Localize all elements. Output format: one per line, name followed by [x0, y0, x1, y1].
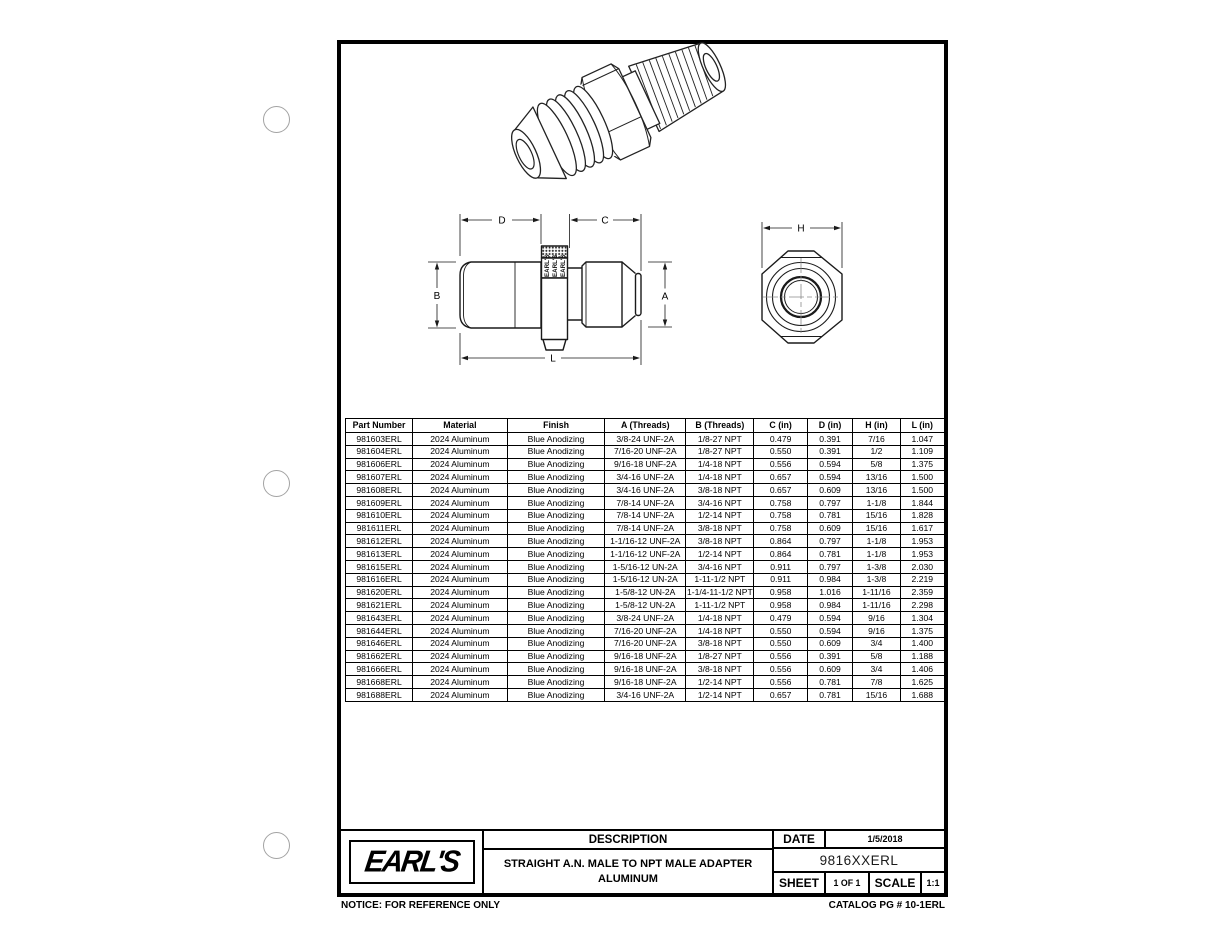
column-header: D (in) — [807, 419, 853, 433]
table-cell: 981611ERL — [346, 522, 413, 535]
table-cell: 3/4 — [853, 637, 900, 650]
table-cell: 9/16-18 UNF-2A — [605, 650, 686, 663]
table-cell: 5/8 — [853, 650, 900, 663]
hex-brand-text: EARL'S — [560, 254, 567, 277]
table-row — [346, 522, 945, 535]
table-cell: 1.188 — [900, 650, 944, 663]
table-cell: 2024 Aluminum — [413, 688, 508, 701]
table-cell: 0.556 — [754, 650, 807, 663]
table-cell: 2024 Aluminum — [413, 548, 508, 561]
table-cell: 2024 Aluminum — [413, 586, 508, 599]
column-header: H (in) — [853, 419, 900, 433]
table-cell: 0.758 — [754, 496, 807, 509]
table-cell: 981612ERL — [346, 535, 413, 548]
table-cell: 13/16 — [853, 471, 900, 484]
table-row — [346, 548, 945, 561]
table-cell: Blue Anodizing — [507, 522, 605, 535]
table-cell: 0.556 — [754, 676, 807, 689]
title-block — [341, 829, 944, 893]
table-cell: 7/16-20 UNF-2A — [605, 637, 686, 650]
table-cell: Blue Anodizing — [507, 637, 605, 650]
hole-punch-top — [263, 106, 290, 133]
table-row — [346, 509, 945, 522]
table-row — [346, 599, 945, 612]
table-cell: 0.594 — [807, 458, 853, 471]
table-cell: 2024 Aluminum — [413, 535, 508, 548]
spec-table-wrap — [345, 418, 945, 702]
column-header: Finish — [507, 419, 605, 433]
table-cell: 0.550 — [754, 445, 807, 458]
table-cell: 0.984 — [807, 573, 853, 586]
table-cell: 2024 Aluminum — [413, 573, 508, 586]
table-cell: 1-1/8 — [853, 535, 900, 548]
table-cell: Blue Anodizing — [507, 560, 605, 573]
table-cell: 2024 Aluminum — [413, 663, 508, 676]
description-header: DESCRIPTION — [484, 831, 772, 850]
column-header: Part Number — [346, 419, 413, 433]
table-cell: Blue Anodizing — [507, 535, 605, 548]
table-cell: 15/16 — [853, 522, 900, 535]
dim-label-d: D — [498, 215, 506, 227]
table-cell: Blue Anodizing — [507, 548, 605, 561]
hex-brand-text-group — [544, 255, 567, 277]
table-cell: 2024 Aluminum — [413, 650, 508, 663]
table-cell: 1-1/4-11-1/2 NPT — [686, 587, 753, 598]
table-cell: 0.758 — [754, 509, 807, 522]
table-row — [346, 496, 945, 509]
table-cell: 981616ERL — [346, 573, 413, 586]
table-cell: Blue Anodizing — [507, 624, 605, 637]
table-cell: 1.844 — [900, 496, 944, 509]
table-row — [346, 676, 945, 689]
table-cell: Blue Anodizing — [507, 599, 605, 612]
flare-nose — [636, 274, 642, 316]
an-body-outline — [582, 262, 622, 327]
table-cell: 15/16 — [853, 688, 900, 701]
table-cell: 2024 Aluminum — [413, 509, 508, 522]
table-cell: 1/2-14 NPT — [686, 688, 754, 701]
table-cell: 1.047 — [900, 433, 944, 446]
table-cell: 0.657 — [754, 484, 807, 497]
table-cell: 7/8-14 UNF-2A — [605, 496, 686, 509]
table-cell: 1.406 — [900, 663, 944, 676]
table-cell: 0.911 — [754, 560, 807, 573]
table-cell: 0.781 — [807, 676, 853, 689]
catalog-reference: CATALOG PG # 10-1ERL — [828, 900, 945, 911]
table-cell: Blue Anodizing — [507, 496, 605, 509]
table-cell: 1-5/8-12 UN-2A — [605, 586, 686, 599]
table-cell: 0.797 — [807, 535, 853, 548]
table-row — [346, 484, 945, 497]
table-cell: 3/8-18 NPT — [686, 663, 754, 676]
table-cell: 1-11/16 — [853, 599, 900, 612]
table-cell: 1/4-18 NPT — [686, 624, 754, 637]
table-cell: Blue Anodizing — [507, 445, 605, 458]
table-cell: 3/4-16 UNF-2A — [605, 471, 686, 484]
table-cell: Blue Anodizing — [507, 663, 605, 676]
table-cell: 0.781 — [807, 509, 853, 522]
dim-label-l: L — [550, 353, 556, 365]
table-cell: 3/8-24 UNF-2A — [605, 612, 686, 625]
table-cell: 7/8 — [853, 676, 900, 689]
table-cell: 1.400 — [900, 637, 944, 650]
table-cell: 2024 Aluminum — [413, 599, 508, 612]
table-cell: 0.911 — [754, 573, 807, 586]
table-cell: 2.359 — [900, 586, 944, 599]
table-cell: 9/16 — [853, 624, 900, 637]
table-row — [346, 445, 945, 458]
table-cell: 0.594 — [807, 624, 853, 637]
table-cell: 1-1/8 — [853, 548, 900, 561]
table-cell: 981610ERL — [346, 509, 413, 522]
table-cell: 1.617 — [900, 522, 944, 535]
table-cell: 1.304 — [900, 612, 944, 625]
table-row — [346, 586, 945, 599]
table-cell: 1.500 — [900, 484, 944, 497]
hex-bottom-facet — [543, 340, 566, 351]
table-cell: 981606ERL — [346, 458, 413, 471]
description-line2: ALUMINUM — [598, 873, 658, 885]
table-cell: 0.797 — [807, 560, 853, 573]
table-cell: Blue Anodizing — [507, 688, 605, 701]
table-row — [346, 624, 945, 637]
table-cell: 1/4-18 NPT — [686, 471, 754, 484]
table-cell: 1/8-27 NPT — [686, 445, 754, 458]
table-cell: 1-1/16-12 UNF-2A — [605, 548, 686, 561]
table-row — [346, 471, 945, 484]
table-cell: 1/8-27 NPT — [686, 433, 754, 446]
table-cell: 1.953 — [900, 535, 944, 548]
table-cell: Blue Anodizing — [507, 433, 605, 446]
table-cell: 981609ERL — [346, 496, 413, 509]
table-cell: Blue Anodizing — [507, 471, 605, 484]
table-cell: 1.375 — [900, 624, 944, 637]
table-cell: 0.958 — [754, 586, 807, 599]
description-body — [484, 850, 772, 893]
table-cell: 0.391 — [807, 650, 853, 663]
table-row — [346, 458, 945, 471]
table-cell: 3/4 — [853, 663, 900, 676]
sheet-scale-row — [774, 873, 944, 893]
table-cell: 0.781 — [807, 688, 853, 701]
table-cell: 1-3/8 — [853, 573, 900, 586]
table-cell: 1-1/8 — [853, 496, 900, 509]
table-cell: 2.298 — [900, 599, 944, 612]
table-cell: 981646ERL — [346, 637, 413, 650]
table-cell: 981613ERL — [346, 548, 413, 561]
table-row — [346, 560, 945, 573]
table-row — [346, 573, 945, 586]
table-cell: 9/16-18 UNF-2A — [605, 458, 686, 471]
isometric-view — [495, 42, 780, 212]
table-cell: 0.609 — [807, 663, 853, 676]
centerlines — [763, 258, 839, 336]
table-cell: 1-11-1/2 NPT — [686, 599, 754, 612]
table-cell: 0.609 — [807, 522, 853, 535]
npt-body-round-edge — [464, 262, 472, 328]
dim-label-h: H — [797, 223, 805, 235]
table-cell: 7/16 — [853, 433, 900, 446]
table-cell: 3/4-16 NPT — [686, 560, 754, 573]
table-cell: Blue Anodizing — [507, 650, 605, 663]
table-cell: 981608ERL — [346, 484, 413, 497]
spec-table-body — [346, 433, 945, 702]
table-cell: 981621ERL — [346, 599, 413, 612]
npt-body-outline — [460, 262, 541, 328]
table-cell: 981666ERL — [346, 663, 413, 676]
table-cell: 3/8-18 NPT — [686, 535, 754, 548]
table-cell: 2024 Aluminum — [413, 433, 508, 446]
table-cell: 981688ERL — [346, 688, 413, 701]
hex-body — [542, 278, 568, 340]
earls-logo: EARL'S — [362, 844, 461, 879]
table-cell: 2024 Aluminum — [413, 612, 508, 625]
table-cell: 7/16-20 UNF-2A — [605, 624, 686, 637]
scale-label: SCALE — [870, 873, 922, 893]
hex-brand-text: EARL'S — [552, 254, 559, 277]
table-cell: 0.609 — [807, 637, 853, 650]
column-header: B (Threads) — [686, 419, 754, 433]
table-cell: 0.594 — [807, 471, 853, 484]
table-cell: 1-11/16 — [853, 586, 900, 599]
table-cell: 0.556 — [754, 458, 807, 471]
table-cell: 1-5/16-12 UN-2A — [605, 573, 686, 586]
table-cell: 0.984 — [807, 599, 853, 612]
table-cell: 0.758 — [754, 522, 807, 535]
table-cell: 3/4-16 UNF-2A — [605, 484, 686, 497]
table-cell: 1/2-14 NPT — [686, 676, 754, 689]
end-view — [733, 208, 887, 360]
table-cell: 1-5/16-12 UN-2A — [605, 560, 686, 573]
description-cell — [484, 831, 774, 893]
sheet-label: SHEET — [774, 873, 826, 893]
table-cell: 0.958 — [754, 599, 807, 612]
table-cell: 3/8-24 UNF-2A — [605, 433, 686, 446]
date-value: 1/5/2018 — [867, 834, 903, 844]
table-cell: 2.030 — [900, 560, 944, 573]
date-row — [774, 831, 944, 849]
logo-cell — [341, 831, 484, 893]
table-cell: 15/16 — [853, 509, 900, 522]
dim-label-a: A — [661, 291, 669, 303]
table-cell: 3/8-18 NPT — [686, 484, 754, 497]
table-cell: 981662ERL — [346, 650, 413, 663]
table-cell: Blue Anodizing — [507, 484, 605, 497]
table-cell: 1-5/8-12 UN-2A — [605, 599, 686, 612]
hole-punch-bottom — [263, 832, 290, 859]
table-cell: 0.594 — [807, 612, 853, 625]
date-label: DATE — [774, 831, 826, 847]
table-cell: 0.479 — [754, 612, 807, 625]
table-cell: 3/8-18 NPT — [686, 637, 754, 650]
flare-cone-lines — [622, 262, 636, 327]
table-cell: 981644ERL — [346, 624, 413, 637]
table-cell: 0.657 — [754, 688, 807, 701]
table-cell: 1.109 — [900, 445, 944, 458]
table-cell: 3/4-16 UNF-2A — [605, 688, 686, 701]
table-cell: 0.550 — [754, 637, 807, 650]
table-cell: 981620ERL — [346, 586, 413, 599]
table-cell: 7/16-20 UNF-2A — [605, 445, 686, 458]
hole-punch-middle — [263, 470, 290, 497]
table-row — [346, 535, 945, 548]
table-cell: 0.391 — [807, 445, 853, 458]
table-cell: Blue Anodizing — [507, 586, 605, 599]
table-cell: 1/2 — [853, 445, 900, 458]
column-header: L (in) — [900, 419, 944, 433]
table-cell: 981603ERL — [346, 433, 413, 446]
spec-table-head — [346, 419, 945, 433]
table-cell: 2024 Aluminum — [413, 471, 508, 484]
table-cell: 2024 Aluminum — [413, 522, 508, 535]
table-cell: 0.781 — [807, 548, 853, 561]
table-cell: Blue Anodizing — [507, 573, 605, 586]
table-cell: 0.391 — [807, 433, 853, 446]
table-cell: 7/8-14 UNF-2A — [605, 522, 686, 535]
table-cell: 2.219 — [900, 573, 944, 586]
table-cell: 0.609 — [807, 484, 853, 497]
table-cell: 0.864 — [754, 548, 807, 561]
hex-brand-text: EARL'S — [544, 254, 551, 277]
table-cell: 9/16-18 UNF-2A — [605, 676, 686, 689]
dim-label-c: C — [601, 215, 609, 227]
table-cell: 981643ERL — [346, 612, 413, 625]
table-row — [346, 688, 945, 701]
table-cell: Blue Anodizing — [507, 458, 605, 471]
table-cell: 0.556 — [754, 663, 807, 676]
description-line1: STRAIGHT A.N. MALE TO NPT MALE ADAPTER — [503, 858, 753, 870]
table-cell: 9/16-18 UNF-2A — [605, 663, 686, 676]
table-cell: Blue Anodizing — [507, 612, 605, 625]
table-row — [346, 650, 945, 663]
table-cell: 13/16 — [853, 484, 900, 497]
table-cell: 2024 Aluminum — [413, 458, 508, 471]
table-row — [346, 612, 945, 625]
table-cell: 1.016 — [807, 586, 853, 599]
title-block-right — [774, 831, 944, 893]
table-cell: 1/8-27 NPT — [686, 650, 754, 663]
column-header: A (Threads) — [605, 419, 686, 433]
table-cell: Blue Anodizing — [507, 509, 605, 522]
table-cell: 7/8-14 UNF-2A — [605, 509, 686, 522]
table-cell: 1-1/16-12 UNF-2A — [605, 535, 686, 548]
neck-outline — [568, 268, 583, 320]
notice-text: NOTICE: FOR REFERENCE ONLY — [341, 900, 501, 911]
table-cell: 0.864 — [754, 535, 807, 548]
logo-box — [349, 840, 475, 884]
table-cell: 2024 Aluminum — [413, 624, 508, 637]
table-cell: 2024 Aluminum — [413, 560, 508, 573]
spec-table — [345, 418, 945, 702]
table-cell: 1/2-14 NPT — [686, 548, 754, 561]
table-cell: 1.500 — [900, 471, 944, 484]
table-cell: 2024 Aluminum — [413, 676, 508, 689]
side-view — [420, 198, 710, 388]
table-cell: 1-11-1/2 NPT — [686, 573, 754, 586]
column-header: Material — [413, 419, 508, 433]
table-row — [346, 663, 945, 676]
table-cell: 981607ERL — [346, 471, 413, 484]
table-cell: 2024 Aluminum — [413, 445, 508, 458]
table-cell: 981615ERL — [346, 560, 413, 573]
table-cell: 1/2-14 NPT — [686, 509, 754, 522]
table-cell: 981668ERL — [346, 676, 413, 689]
table-cell: 1.828 — [900, 509, 944, 522]
table-cell: 981604ERL — [346, 445, 413, 458]
table-row — [346, 433, 945, 446]
table-cell: 0.479 — [754, 433, 807, 446]
scale-value: 1:1 — [926, 878, 940, 888]
dim-label-b: B — [433, 291, 441, 302]
table-cell: 1/4-18 NPT — [686, 458, 754, 471]
table-cell: 3/8-18 NPT — [686, 522, 754, 535]
table-cell: 1/4-18 NPT — [686, 612, 754, 625]
table-cell: 1-3/8 — [853, 560, 900, 573]
table-cell: 1.625 — [900, 676, 944, 689]
column-header: C (in) — [754, 419, 807, 433]
table-cell: 9/16 — [853, 612, 900, 625]
table-cell: Blue Anodizing — [507, 676, 605, 689]
table-cell: 3/4-16 NPT — [686, 496, 754, 509]
part-number-cell: 9816XXERL — [774, 849, 944, 873]
table-cell: 2024 Aluminum — [413, 484, 508, 497]
table-cell: 1.688 — [900, 688, 944, 701]
table-cell: 0.797 — [807, 496, 853, 509]
table-row — [346, 637, 945, 650]
table-cell: 2024 Aluminum — [413, 496, 508, 509]
table-cell: 5/8 — [853, 458, 900, 471]
table-cell: 0.657 — [754, 471, 807, 484]
table-cell: 0.550 — [754, 624, 807, 637]
table-cell: 1.953 — [900, 548, 944, 561]
sheet-value: 1 OF 1 — [826, 873, 870, 893]
table-cell: 2024 Aluminum — [413, 637, 508, 650]
table-cell: 1.375 — [900, 458, 944, 471]
table-header-row — [346, 419, 945, 433]
